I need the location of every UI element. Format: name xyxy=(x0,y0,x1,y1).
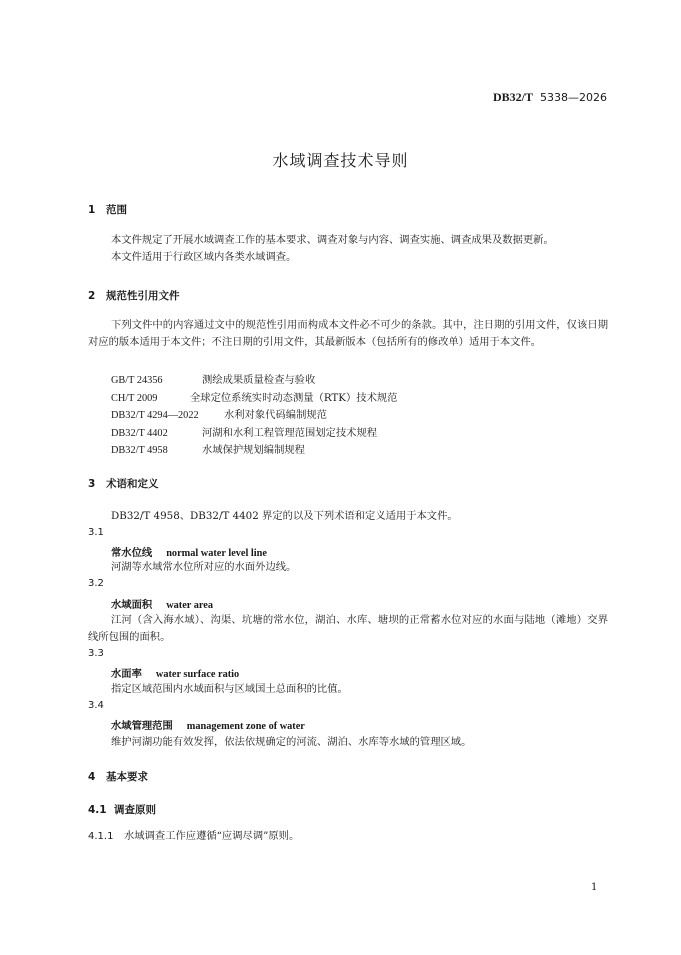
section-2-heading xyxy=(88,288,180,303)
term-en: water area xyxy=(166,600,213,611)
reference-code: DB32/T 4294—2022 xyxy=(111,410,199,421)
section-1-paragraph-2: 本文件适用于行政区域内各类水域调查。 xyxy=(111,251,297,263)
subsection-4-1-heading xyxy=(88,802,156,817)
section-number: 1 xyxy=(88,204,96,216)
reference-name: 测绘成果质量检查与验收 xyxy=(202,374,316,386)
section-title: 规范性引用文件 xyxy=(106,290,180,302)
section-number: 2 xyxy=(88,290,96,302)
subsection-number: 4.1 xyxy=(88,804,107,816)
normative-reference-5 xyxy=(111,441,305,456)
reference-name: 水域保护规划编制规程 xyxy=(202,444,305,456)
section-title: 基本要求 xyxy=(106,771,148,783)
term-definition: 河湖等水域常水位所对应的水面外边线。 xyxy=(111,561,297,573)
reference-name: 水利对象代码编制规范 xyxy=(224,409,327,421)
section-title: 术语和定义 xyxy=(106,478,159,490)
section-2-paragraph: 下列文件中的内容通过文中的规范性引用而构成本文件必不可少的条款。其中，注日期的引用文件，仅该日期对应的版本适用于本文件；不注日期的引用文件，其最新版本（包括所有的修改单）适用于本文件。 xyxy=(88,319,608,348)
normative-reference-4 xyxy=(111,424,377,439)
std-code-prefix: DB32/T xyxy=(492,90,533,104)
term-en: normal water level line xyxy=(166,548,267,559)
std-code-number: 5338—2026 xyxy=(540,91,607,104)
section-1-paragraph-1: 本文件规定了开展水域调查工作的基本要求、调查对象与内容、调查实施、调查成果及数据更新。 xyxy=(111,234,554,246)
reference-name: 河湖和水利工程管理范围划定技术规程 xyxy=(202,427,378,439)
reference-code: CH/T 2009 xyxy=(111,393,158,404)
term-zh: 水面率 xyxy=(111,668,142,680)
document-title: 水域调查技术导则 xyxy=(272,151,409,170)
term-number: 3.2 xyxy=(88,578,104,589)
standard-code xyxy=(0,90,607,105)
term-number: 3.4 xyxy=(88,700,104,711)
section-number: 3 xyxy=(88,478,96,490)
subsection-title: 调查原则 xyxy=(114,804,156,816)
term-zh: 水域面积 xyxy=(111,599,153,611)
term-en: management zone of water xyxy=(186,721,305,732)
section-title: 范围 xyxy=(106,204,127,216)
reference-code: DB32/T 4958 xyxy=(111,445,168,456)
section-3-heading xyxy=(88,476,159,491)
term-heading xyxy=(111,596,213,611)
term-heading xyxy=(111,717,305,732)
term-zh: 水域管理范围 xyxy=(111,720,173,732)
term-heading xyxy=(111,544,267,559)
reference-code: GB/T 24356 xyxy=(111,375,163,386)
term-en: water surface ratio xyxy=(155,669,240,680)
clause-4-1-1 xyxy=(88,828,299,845)
term-heading xyxy=(111,665,239,680)
normative-reference-1 xyxy=(111,371,315,386)
page-number: 1 xyxy=(591,882,598,893)
term-number: 3.1 xyxy=(88,527,104,538)
clause-text: 水域调查工作应遵循“应调尽调”原则。 xyxy=(124,830,300,842)
section-1-heading xyxy=(88,202,127,217)
term-definition: 指定区域范围内水域面积与区域国土总面积的比值。 xyxy=(111,683,348,695)
section-4-heading xyxy=(88,769,148,784)
normative-reference-3 xyxy=(111,406,327,421)
reference-name: 全球定位系统实时动态测量（RTK）技术规范 xyxy=(190,392,398,404)
section-number: 4 xyxy=(88,771,96,783)
reference-code: DB32/T 4402 xyxy=(111,428,168,439)
clause-number: 4.1.1 xyxy=(88,831,114,842)
term-zh: 常水位线 xyxy=(111,547,153,559)
term-definition: 江河（含入海水域）、沟渠、坑塘的常水位，湖泊、水库、塘坝的正常蓄水位对应的水面与陆地（滩地）交界线所包围的面积。 xyxy=(88,614,608,643)
normative-reference-2 xyxy=(111,389,397,404)
term-number: 3.3 xyxy=(88,648,104,659)
term-definition: 维护河湖功能有效发挥，依法依规确定的河流、湖泊、水库等水域的管理区域。 xyxy=(111,736,472,748)
section-3-intro: DB32/T 4958、DB32/T 4402 界定的以及下列术语和定义适用于本文件。 xyxy=(111,510,458,522)
